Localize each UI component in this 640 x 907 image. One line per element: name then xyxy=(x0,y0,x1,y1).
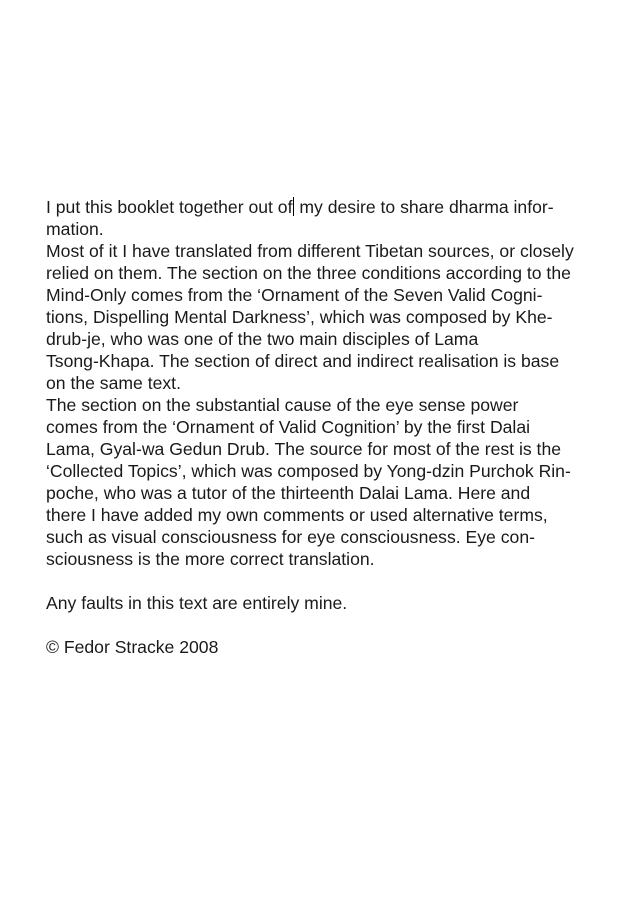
text-segment: my desire to share dharma infor- xyxy=(294,197,554,217)
text-line: on the same text. xyxy=(46,373,181,393)
text-line: there I have added my own comments or used alternative terms, xyxy=(46,505,548,525)
document-body xyxy=(46,196,606,658)
text-line: poche, who was a tutor of the thirteenth Dalai Lama. Here and xyxy=(46,483,531,503)
text-line: relied on them. The section on the three conditions according to the xyxy=(46,263,571,283)
text-line: The section on the substantial cause of the eye sense power xyxy=(46,395,519,415)
text-line: Mind-Only comes from the ‘Ornament of the Seven Valid Cogni- xyxy=(46,285,543,305)
text-line: comes from the ‘Ornament of Valid Cognition’ by the first Dalai xyxy=(46,417,531,437)
text-line: Lama, Gyal-wa Gedun Drub. The source for most of the rest is the xyxy=(46,439,562,459)
text-line: such as visual consciousness for eye consciousness. Eye con- xyxy=(46,527,535,547)
text-line: sciousness is the more correct translation. xyxy=(46,549,375,569)
text-line: drub-je, who was one of the two main disciples of Lama xyxy=(46,329,479,349)
paragraph-spacer xyxy=(46,614,606,636)
text-line: ‘Collected Topics’, which was composed by Yong-dzin Purchok Rin- xyxy=(46,461,571,481)
text-segment: I put this booklet together out of xyxy=(46,197,293,217)
text-line xyxy=(46,196,606,218)
paragraph-spacer xyxy=(46,570,606,592)
text-line: tions, Dispelling Mental Darkness’, which was composed by Khe- xyxy=(46,307,553,327)
text-line: Most of it I have translated from different Tibetan sources, or closely xyxy=(46,241,574,261)
disclaimer-text: Any faults in this text are entirely mine. xyxy=(46,593,348,613)
text-line: Tsong-Khapa. The section of direct and indirect realisation is base xyxy=(46,351,560,371)
copyright-text: © Fedor Stracke 2008 xyxy=(46,637,219,657)
text-line: mation. xyxy=(46,219,104,239)
